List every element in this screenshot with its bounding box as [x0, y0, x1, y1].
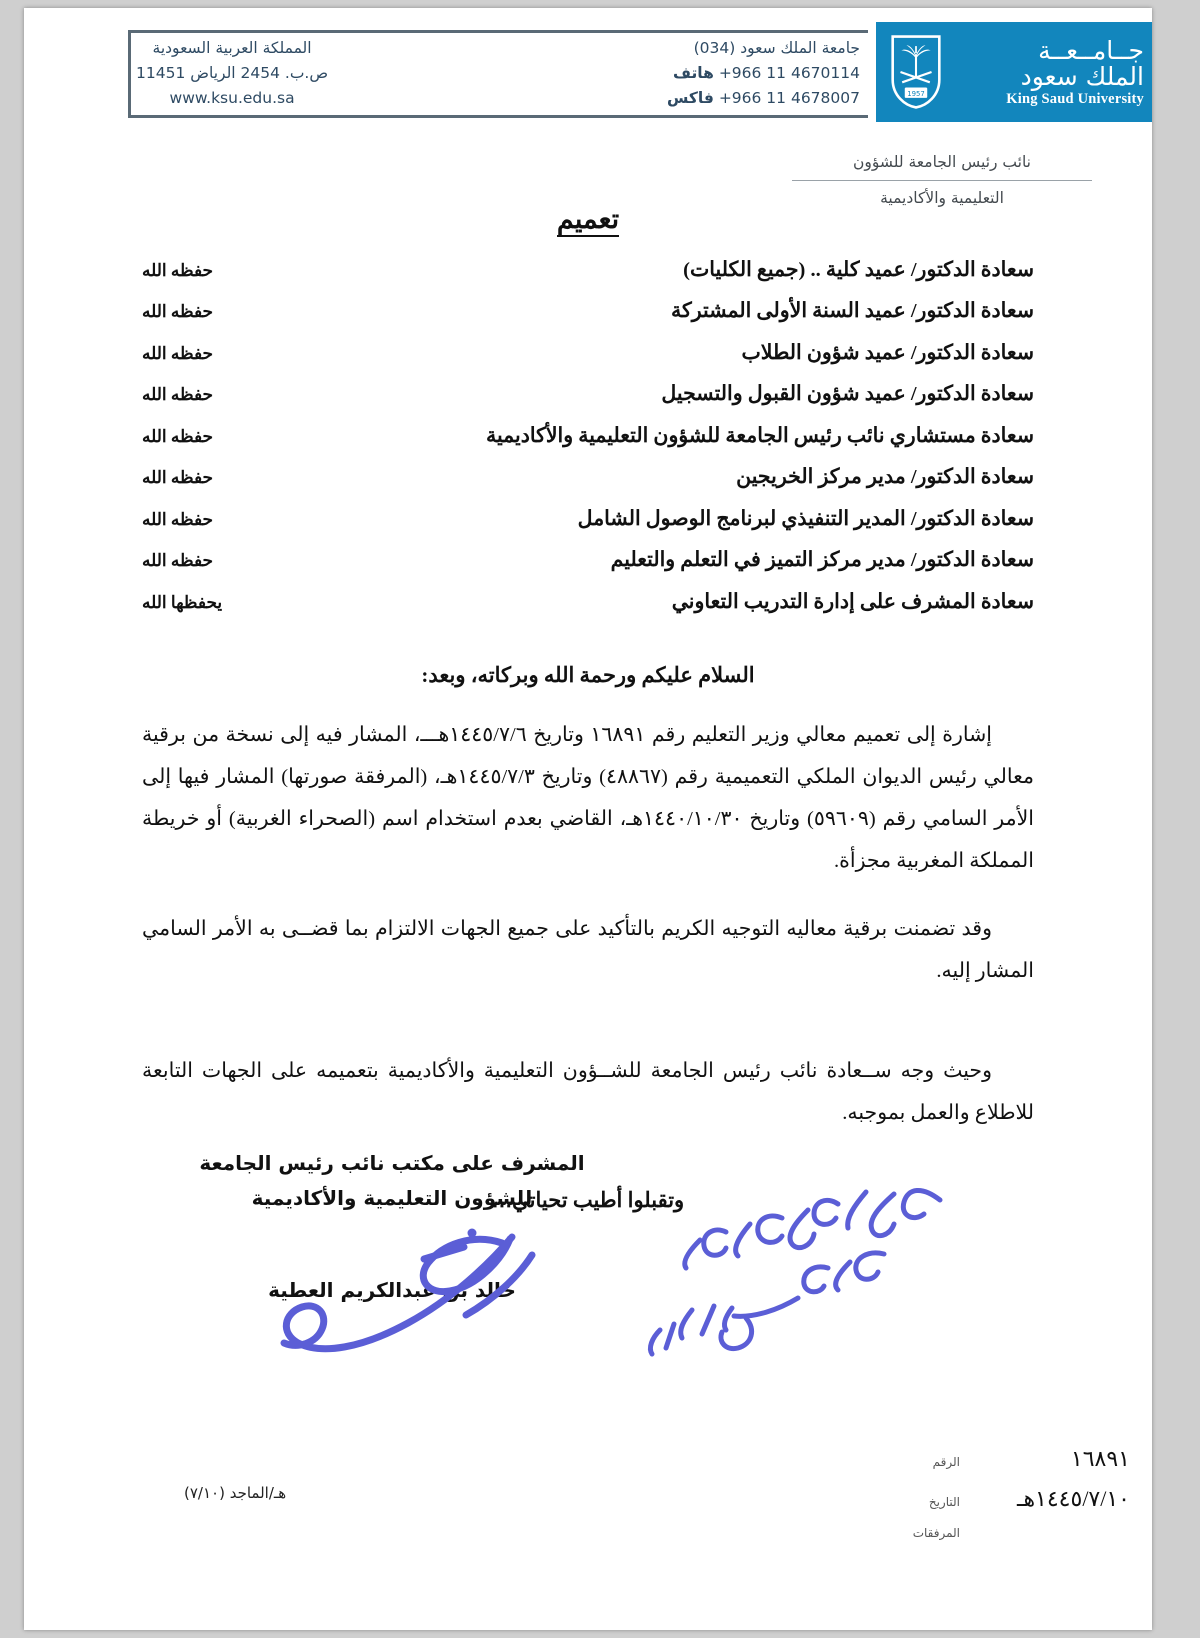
letterhead-contact-columns [136, 36, 860, 111]
ksu-emblem-icon [890, 34, 942, 110]
recipient-suffix: حفظه الله [142, 426, 214, 446]
signatory-title-line-2: للشؤون التعليمية والأكاديمية [251, 1186, 533, 1210]
document-title [142, 204, 1034, 235]
signature-block [192, 1146, 592, 1302]
footer-number-label: الرقم [932, 1455, 960, 1469]
recipient-row [142, 457, 1034, 499]
ksu-logo [876, 22, 1152, 122]
recipient-name: سعادة الدكتور/ مدير مركز التميز في التعلم والتعليم [610, 549, 1034, 571]
document-content [142, 204, 1034, 1213]
ksu-logo-english: King Saud University [1006, 90, 1144, 107]
letterhead-phone-label: هاتف [673, 64, 714, 83]
letterhead-left-bar [128, 30, 131, 118]
letterhead [24, 8, 1152, 128]
signatory-title-line-1: المشرف على مكتب نائب رئيس الجامعة [199, 1151, 585, 1175]
recipient-name: سعادة المشرف على إدارة التدريب التعاوني [671, 590, 1034, 613]
letterhead-address-column [136, 36, 328, 111]
footer-date-row [916, 1486, 1136, 1526]
letterhead-rule-top [128, 30, 868, 33]
recipient-name: سعادة الدكتور/ عميد السنة الأولى المشتركة [670, 300, 1034, 322]
body-paragraph-1: إشارة إلى تعميم معالي وزير التعليم رقم ١٦٨٩١ وتاريخ ١٤٤٥/٧/٦هـــ، المشار فيه إلى نسخة من برقية معالي رئيس الديوان الملكي التعميمية رقم (٤٨٨٦٧) وتاريخ ١٤٤٥/٧/٣هـ، (المرفقة صورتها) المشار فيها إلى الأمر السامي رقم (٥٩٦٠٩) وتاريخ ١٤٤٠/١٠/٣٠هـ، القاضي بعدم استخدام اسم (الصحراء الغربية) أو خريطة المملكة المغربية مجزأة. [142, 723, 1034, 872]
recipient-name: سعادة الدكتور/ مدير مركز الخريجين [736, 466, 1034, 488]
letterhead-phone-value: +966 11 4670114 [718, 64, 860, 83]
signatory-name: خالد بن عبدالكريم العطية [268, 1278, 516, 1302]
recipient-row [142, 415, 1034, 457]
letterhead-phone-row [667, 61, 860, 86]
body-paragraph-3: وحيث وجه ســعادة نائب رئيس الجامعة للشــؤون التعليمية والأكاديمية بتعميمه على الجهات التابعة للاطلاع والعمل بموجبه. [142, 1059, 1034, 1124]
recipient-row [142, 249, 1034, 291]
document-page [24, 8, 1152, 1630]
letterhead-fax-value: +966 11 4678007 [718, 89, 860, 108]
recipient-suffix: حفظه الله [142, 468, 214, 487]
recipient-name: سعادة الدكتور/ المدير التنفيذي لبرنامج الوصول الشامل [577, 507, 1034, 530]
recipient-suffix: حفظه الله [142, 509, 214, 529]
recipient-row [142, 581, 1034, 623]
letterhead-rule-bottom [128, 115, 868, 118]
body-paragraph-2: وقد تضمنت برقية معاليه التوجيه الكريم بالتأكيد على جميع الجهات الالتزام بما قضــى به الأمر السامي المشار إليه. [142, 917, 1034, 982]
recipient-row [142, 291, 1034, 333]
recipient-name: سعادة الدكتور/ عميد كلية .. (جميع الكليات) [683, 258, 1034, 281]
ksu-emblem-year: 1957 [907, 89, 925, 98]
recipient-suffix: حفظه الله [142, 385, 214, 404]
recipient-name: سعادة الدكتور/ عميد شؤون القبول والتسجيل [661, 383, 1034, 405]
letterhead-fax-label: فاكس [666, 89, 714, 108]
closing-line: وتقبلوا أطيب تحياتي،،، [491, 1187, 685, 1212]
letterhead-university-name: جامعة الملك سعود (034) [693, 39, 860, 57]
recipient-suffix: حفظه الله [142, 343, 214, 363]
recipients-list [142, 249, 1034, 623]
letterhead-fax-row [667, 86, 860, 111]
footer-number-value: ١٦٨٩١ [1070, 1446, 1130, 1471]
ksu-logo-arabic-line1: جــامــعــة [1038, 35, 1144, 65]
recipient-row [142, 498, 1034, 540]
footer-date-label: التاريخ [928, 1495, 960, 1509]
letterhead-university-column [667, 36, 860, 111]
ksu-logo-text [948, 37, 1144, 108]
footer-drafter-note: هـ/الماجد (٧/١٠) [184, 1484, 287, 1502]
department-line-2: التعليمية والأكاديمية [880, 189, 1004, 208]
ksu-logo-arabic-line2: الملك سعود [1020, 61, 1144, 91]
footer-reference-fields [912, 1446, 1136, 1566]
recipient-suffix: حفظه الله [142, 260, 214, 280]
footer-attachments-row [912, 1526, 1136, 1566]
recipient-name: سعادة مستشاري نائب رئيس الجامعة للشؤون التعليمية والأكاديمية [485, 424, 1034, 447]
recipient-row [142, 374, 1034, 416]
recipient-suffix: يحفظها الله [142, 592, 223, 612]
document-title-text: تعميم [557, 204, 619, 237]
footer-date-value: ١٤٤٥/٧/١٠هـ [1017, 1486, 1130, 1511]
footer-number-row [916, 1446, 1136, 1486]
recipient-suffix: حفظه الله [142, 302, 214, 321]
recipient-row [142, 332, 1034, 374]
department-line-1: نائب رئيس الجامعة للشؤون [792, 148, 1092, 181]
letterhead-website[interactable]: www.ksu.edu.sa [169, 89, 295, 108]
recipient-row [142, 540, 1034, 582]
footer-attachments-label: المرفقات [912, 1526, 960, 1540]
greeting-line: السلام عليكم ورحمة الله وبركاته، وبعد: [421, 662, 755, 687]
letterhead-kingdom: المملكة العربية السعودية [152, 39, 312, 57]
letterhead-po-box: ص.ب. 2454 الرياض 11451 [136, 64, 329, 83]
recipient-suffix: حفظه الله [142, 551, 214, 570]
recipient-name: سعادة الدكتور/ عميد شؤون الطلاب [741, 341, 1034, 364]
